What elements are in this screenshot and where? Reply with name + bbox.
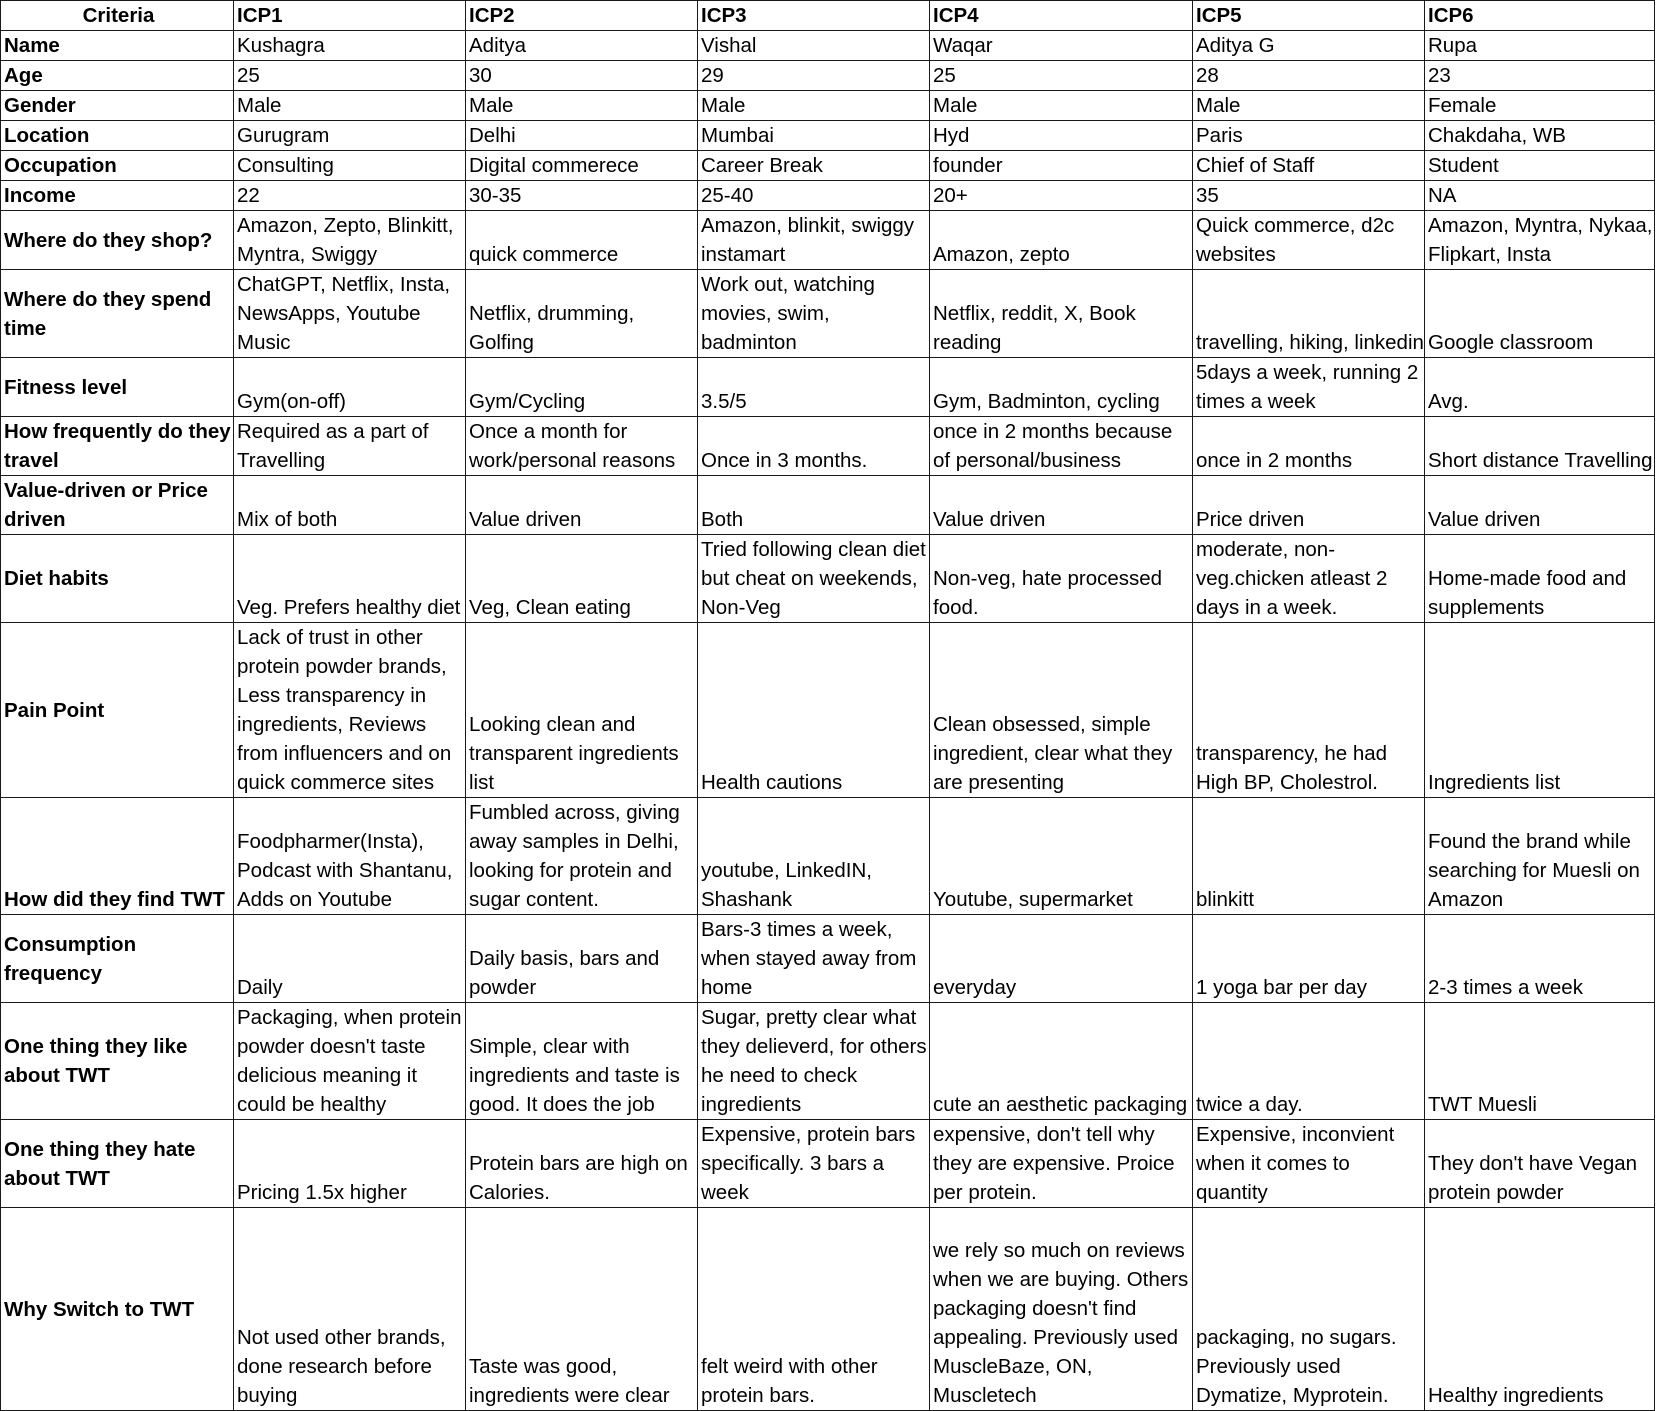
table-row bbox=[1, 270, 1655, 358]
table-cell[interactable]: travelling, hiking, linkedin bbox=[1193, 270, 1425, 358]
criteria-cell[interactable]: Consumption frequency bbox=[1, 915, 234, 1003]
table-cell[interactable]: Once in 3 months. bbox=[698, 417, 930, 476]
table-cell[interactable]: Ingredients list bbox=[1425, 623, 1655, 798]
header-row bbox=[1, 1, 1655, 31]
table-cell[interactable]: Looking clean and transparent ingredients list bbox=[466, 623, 698, 798]
table-cell[interactable]: Veg. Prefers healthy diet bbox=[234, 535, 466, 623]
table-cell[interactable]: Expensive, protein bars specifically. 3 bars a week bbox=[698, 1120, 930, 1208]
table-cell[interactable]: 30 bbox=[466, 61, 698, 91]
table-cell[interactable]: Short distance Travelling bbox=[1425, 417, 1655, 476]
column-header-icp2[interactable]: ICP2 bbox=[466, 1, 698, 31]
table-cell[interactable]: Aditya bbox=[466, 31, 698, 61]
table-cell[interactable]: Bars-3 times a week, when stayed away from home bbox=[698, 915, 930, 1003]
criteria-cell[interactable]: Name bbox=[1, 31, 234, 61]
table-cell[interactable]: Both bbox=[698, 476, 930, 535]
table-cell[interactable]: 28 bbox=[1193, 61, 1425, 91]
table-row bbox=[1, 91, 1655, 121]
table-cell[interactable]: Tried following clean diet but cheat on weekends, Non-Veg bbox=[698, 535, 930, 623]
table-cell[interactable]: Male bbox=[698, 91, 930, 121]
criteria-cell[interactable]: Where do they spend time bbox=[1, 270, 234, 358]
table-cell[interactable]: twice a day. bbox=[1193, 1003, 1425, 1120]
table-cell[interactable]: Hyd bbox=[930, 121, 1193, 151]
table-row bbox=[1, 151, 1655, 181]
table-row bbox=[1, 915, 1655, 1003]
table-cell[interactable]: Mix of both bbox=[234, 476, 466, 535]
table-cell[interactable]: Foodpharmer(Insta), Podcast with Shantanu, Adds on Youtube bbox=[234, 798, 466, 915]
table-cell[interactable]: 2-3 times a week bbox=[1425, 915, 1655, 1003]
criteria-cell[interactable]: Occupation bbox=[1, 151, 234, 181]
table-cell[interactable]: Chief of Staff bbox=[1193, 151, 1425, 181]
table-cell[interactable]: Clean obsessed, simple ingredient, clear what they are presenting bbox=[930, 623, 1193, 798]
table-cell[interactable]: Gym, Badminton, cycling bbox=[930, 358, 1193, 417]
table-row bbox=[1, 121, 1655, 151]
criteria-cell[interactable]: Fitness level bbox=[1, 358, 234, 417]
table-cell[interactable]: 1 yoga bar per day bbox=[1193, 915, 1425, 1003]
table-cell[interactable]: Consulting bbox=[234, 151, 466, 181]
table-cell[interactable]: Health cautions bbox=[698, 623, 930, 798]
table-cell[interactable]: cute an aesthetic packaging bbox=[930, 1003, 1193, 1120]
table-cell[interactable]: Male bbox=[930, 91, 1193, 121]
table-cell[interactable]: transparency, he had High BP, Cholestrol. bbox=[1193, 623, 1425, 798]
table-cell[interactable]: Rupa bbox=[1425, 31, 1655, 61]
table-cell[interactable]: Netflix, reddit, X, Book reading bbox=[930, 270, 1193, 358]
table-cell[interactable]: Amazon, zepto bbox=[930, 211, 1193, 270]
criteria-cell[interactable]: Value-driven or Price driven bbox=[1, 476, 234, 535]
criteria-cell[interactable]: Location bbox=[1, 121, 234, 151]
table-cell[interactable]: blinkitt bbox=[1193, 798, 1425, 915]
table-cell[interactable]: 29 bbox=[698, 61, 930, 91]
table-cell[interactable]: 23 bbox=[1425, 61, 1655, 91]
column-header-icp3[interactable]: ICP3 bbox=[698, 1, 930, 31]
criteria-cell[interactable]: One thing they like about TWT bbox=[1, 1003, 234, 1120]
table-row bbox=[1, 181, 1655, 211]
table-cell[interactable]: Mumbai bbox=[698, 121, 930, 151]
table-cell[interactable]: Healthy ingredients bbox=[1425, 1208, 1655, 1411]
criteria-cell[interactable]: Income bbox=[1, 181, 234, 211]
table-cell[interactable]: Fumbled across, giving away samples in Delhi, looking for protein and sugar content. bbox=[466, 798, 698, 915]
table-cell[interactable]: 20+ bbox=[930, 181, 1193, 211]
table-cell[interactable]: NA bbox=[1425, 181, 1655, 211]
table-cell[interactable]: Found the brand while searching for Muesli on Amazon bbox=[1425, 798, 1655, 915]
column-header-icp5[interactable]: ICP5 bbox=[1193, 1, 1425, 31]
table-cell[interactable]: Vishal bbox=[698, 31, 930, 61]
criteria-cell[interactable]: One thing they hate about TWT bbox=[1, 1120, 234, 1208]
table-cell[interactable]: youtube, LinkedIN, Shashank bbox=[698, 798, 930, 915]
table-cell[interactable]: Youtube, supermarket bbox=[930, 798, 1193, 915]
table-cell[interactable]: 25-40 bbox=[698, 181, 930, 211]
table-cell[interactable]: once in 2 months bbox=[1193, 417, 1425, 476]
table-cell[interactable]: Non-veg, hate processed food. bbox=[930, 535, 1193, 623]
table-row bbox=[1, 623, 1655, 798]
table-cell[interactable]: Taste was good, ingredients were clear bbox=[466, 1208, 698, 1411]
table-cell[interactable]: we rely so much on reviews when we are buying. Others packaging doesn't find appealing. Previously used MuscleBaze, ON, Muscletech bbox=[930, 1208, 1193, 1411]
table-cell[interactable]: Chakdaha, WB bbox=[1425, 121, 1655, 151]
table-cell[interactable]: Gym(on-off) bbox=[234, 358, 466, 417]
table-cell[interactable]: Quick commerce, d2c websites bbox=[1193, 211, 1425, 270]
criteria-cell[interactable]: Pain Point bbox=[1, 623, 234, 798]
table-cell[interactable]: Waqar bbox=[930, 31, 1193, 61]
table-cell[interactable]: Aditya G bbox=[1193, 31, 1425, 61]
table-cell[interactable]: Daily basis, bars and powder bbox=[466, 915, 698, 1003]
criteria-cell[interactable]: Why Switch to TWT bbox=[1, 1208, 234, 1411]
table-cell[interactable]: quick commerce bbox=[466, 211, 698, 270]
table-row bbox=[1, 417, 1655, 476]
table-row bbox=[1, 476, 1655, 535]
table-cell[interactable]: Delhi bbox=[466, 121, 698, 151]
table-cell[interactable]: TWT Muesli bbox=[1425, 1003, 1655, 1120]
table-row bbox=[1, 798, 1655, 915]
table-cell[interactable]: 22 bbox=[234, 181, 466, 211]
table-cell[interactable]: Protein bars are high on Calories. bbox=[466, 1120, 698, 1208]
table-cell[interactable]: Amazon, Zepto, Blinkitt, Myntra, Swiggy bbox=[234, 211, 466, 270]
table-cell[interactable]: 3.5/5 bbox=[698, 358, 930, 417]
criteria-cell[interactable]: Where do they shop? bbox=[1, 211, 234, 270]
table-cell[interactable]: Student bbox=[1425, 151, 1655, 181]
column-header-criteria[interactable]: Criteria bbox=[1, 1, 234, 31]
table-cell[interactable]: Male bbox=[466, 91, 698, 121]
table-cell[interactable]: felt weird with other protein bars. bbox=[698, 1208, 930, 1411]
criteria-cell[interactable]: Diet habits bbox=[1, 535, 234, 623]
table-cell[interactable]: founder bbox=[930, 151, 1193, 181]
table-cell[interactable]: Avg. bbox=[1425, 358, 1655, 417]
table-row bbox=[1, 31, 1655, 61]
table-row bbox=[1, 535, 1655, 623]
table-cell[interactable]: Gym/Cycling bbox=[466, 358, 698, 417]
table-cell[interactable]: Home-made food and supplements bbox=[1425, 535, 1655, 623]
criteria-cell[interactable]: How frequently do they travel bbox=[1, 417, 234, 476]
table-cell[interactable]: Once a month for work/personal reasons bbox=[466, 417, 698, 476]
table-cell[interactable]: Female bbox=[1425, 91, 1655, 121]
table-cell[interactable]: Kushagra bbox=[234, 31, 466, 61]
table-row bbox=[1, 61, 1655, 91]
table-cell[interactable]: packaging, no sugars. Previously used Dymatize, Myprotein. bbox=[1193, 1208, 1425, 1411]
table-cell[interactable]: Required as a part of Travelling bbox=[234, 417, 466, 476]
criteria-cell[interactable]: Gender bbox=[1, 91, 234, 121]
table-cell[interactable]: Work out, watching movies, swim, badminton bbox=[698, 270, 930, 358]
table-row bbox=[1, 1208, 1655, 1411]
table-cell[interactable]: Career Break bbox=[698, 151, 930, 181]
table-cell[interactable]: Lack of trust in other protein powder brands, Less transparency in ingredients, Reviews from influencers and on quick commerce sites bbox=[234, 623, 466, 798]
table-cell[interactable]: Value driven bbox=[1425, 476, 1655, 535]
table-cell[interactable]: Daily bbox=[234, 915, 466, 1003]
column-header-icp4[interactable]: ICP4 bbox=[930, 1, 1193, 31]
column-header-icp6[interactable]: ICP6 bbox=[1425, 1, 1655, 31]
table-cell[interactable]: Pricing 1.5x higher bbox=[234, 1120, 466, 1208]
table-cell[interactable]: once in 2 months because of personal/business bbox=[930, 417, 1193, 476]
table-cell[interactable]: Google classroom bbox=[1425, 270, 1655, 358]
table-cell[interactable]: Amazon, blinkit, swiggy instamart bbox=[698, 211, 930, 270]
table-cell[interactable]: Netflix, drumming, Golfing bbox=[466, 270, 698, 358]
table-cell[interactable]: Male bbox=[234, 91, 466, 121]
table-cell[interactable]: Value driven bbox=[930, 476, 1193, 535]
table-cell[interactable]: Digital commerece bbox=[466, 151, 698, 181]
table-row bbox=[1, 211, 1655, 270]
column-header-icp1[interactable]: ICP1 bbox=[234, 1, 466, 31]
table-cell[interactable]: Not used other brands, done research before buying bbox=[234, 1208, 466, 1411]
table-cell[interactable]: Value driven bbox=[466, 476, 698, 535]
table-cell[interactable]: moderate, non-veg.chicken atleast 2 days in a week. bbox=[1193, 535, 1425, 623]
table-cell[interactable]: Veg, Clean eating bbox=[466, 535, 698, 623]
table-cell[interactable]: They don't have Vegan protein powder bbox=[1425, 1120, 1655, 1208]
table-cell[interactable]: 25 bbox=[930, 61, 1193, 91]
table-cell[interactable]: ChatGPT, Netflix, Insta, NewsApps, Youtube Music bbox=[234, 270, 466, 358]
table-cell[interactable]: everyday bbox=[930, 915, 1193, 1003]
criteria-cell[interactable]: How did they find TWT bbox=[1, 798, 234, 915]
table-cell[interactable]: Expensive, inconvient when it comes to quantity bbox=[1193, 1120, 1425, 1208]
table-cell[interactable]: Gurugram bbox=[234, 121, 466, 151]
table-cell[interactable]: 30-35 bbox=[466, 181, 698, 211]
table-cell[interactable]: Male bbox=[1193, 91, 1425, 121]
table-row bbox=[1, 1003, 1655, 1120]
table-cell[interactable]: 25 bbox=[234, 61, 466, 91]
table-cell[interactable]: expensive, don't tell why they are expensive. Proice per protein. bbox=[930, 1120, 1193, 1208]
table-row bbox=[1, 358, 1655, 417]
table-cell[interactable]: Packaging, when protein powder doesn't taste delicious meaning it could be healthy bbox=[234, 1003, 466, 1120]
table-cell[interactable]: Amazon, Myntra, Nykaa, Flipkart, Insta bbox=[1425, 211, 1655, 270]
table-row bbox=[1, 1120, 1655, 1208]
table-cell[interactable]: Simple, clear with ingredients and taste is good. It does the job bbox=[466, 1003, 698, 1120]
criteria-cell[interactable]: Age bbox=[1, 61, 234, 91]
table-cell[interactable]: Paris bbox=[1193, 121, 1425, 151]
table-cell[interactable]: Price driven bbox=[1193, 476, 1425, 535]
table-cell[interactable]: 35 bbox=[1193, 181, 1425, 211]
table-cell[interactable]: Sugar, pretty clear what they delieverd, for others he need to check ingredients bbox=[698, 1003, 930, 1120]
table-cell[interactable]: 5days a week, running 2 times a week bbox=[1193, 358, 1425, 417]
